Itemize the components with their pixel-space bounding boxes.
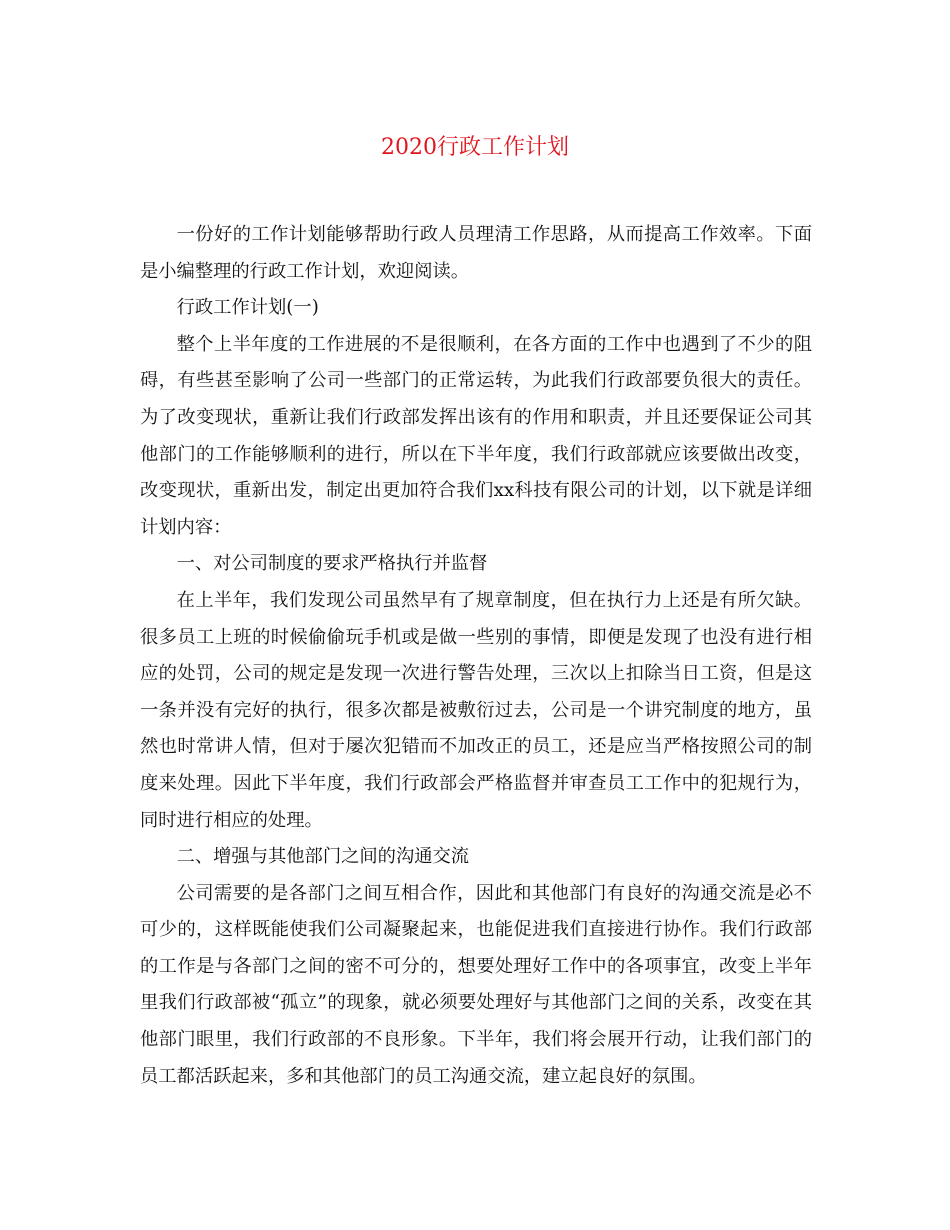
section-heading-1: 一、对公司制度的要求严格执行并监督: [176, 553, 488, 575]
body-paragraph: 公司需要的是各部门之间互相合作，因此和其他部门有良好的沟通交流是必不可少的，这样既能使我们公司凝聚起来，也能促进我们直接进行协作。我们行政部的工作是与各部门之间的密不可分的，想要处理好工作中的各项事宜，改变上半年里我们行政部被“孤立”的现象，就必须要处理好与其他部门之间的关系，改变在其他部门眼里，我们行政部的不良形象。下半年，我们将会展开行动，让我们部门的员工都活跃起来，多和其他部门的员工沟通交流，建立起良好的氛围。: [140, 882, 812, 1087]
section-heading-plan-one: 行政工作计划(一): [176, 297, 319, 319]
intro-paragraph: 一份好的工作计划能够帮助行政人员理清工作思路，从而提高工作效率。下面是小编整理的行政工作计划，欢迎阅读。: [140, 224, 812, 282]
body-paragraph: 整个上半年度的工作进展的不是很顺利，在各方面的工作中也遇到了不少的阻碍，有些甚至影响了公司一些部门的正常运转，为此我们行政部要负很大的责任。为了改变现状，重新让我们行政部发挥出该有的作用和职责，并且还要保证公司其他部门的工作能够顺利的进行，所以在下半年度，我们行政部就应该要做出改变，改变现状，重新出发，制定出更加符合我们xx科技有限公司的计划，以下就是详细计划内容：: [140, 333, 812, 538]
document-body: [140, 217, 812, 1095]
section-heading-2: 二、增强与其他部门之间的沟通交流: [176, 846, 470, 868]
body-paragraph: 在上半年，我们发现公司虽然早有了规章制度，但在执行力上还是有所欠缺。很多员工上班的时候偷偷玩手机或是做一些别的事情，即便是发现了也没有进行相应的处罚，公司的规定是发现一次进行警告处理，三次以上扣除当日工资，但是这一条并没有完好的执行，很多次都是被敷衍过去，公司是一个讲究制度的地方，虽然也时常讲人情，但对于屡次犯错而不加改正的员工，还是应当严格按照公司的制度来处理。因此下半年度，我们行政部会严格监督并审查员工工作中的犯规行为，同时进行相应的处理。: [140, 589, 812, 831]
document-title: 2020行政工作计划: [381, 135, 569, 160]
